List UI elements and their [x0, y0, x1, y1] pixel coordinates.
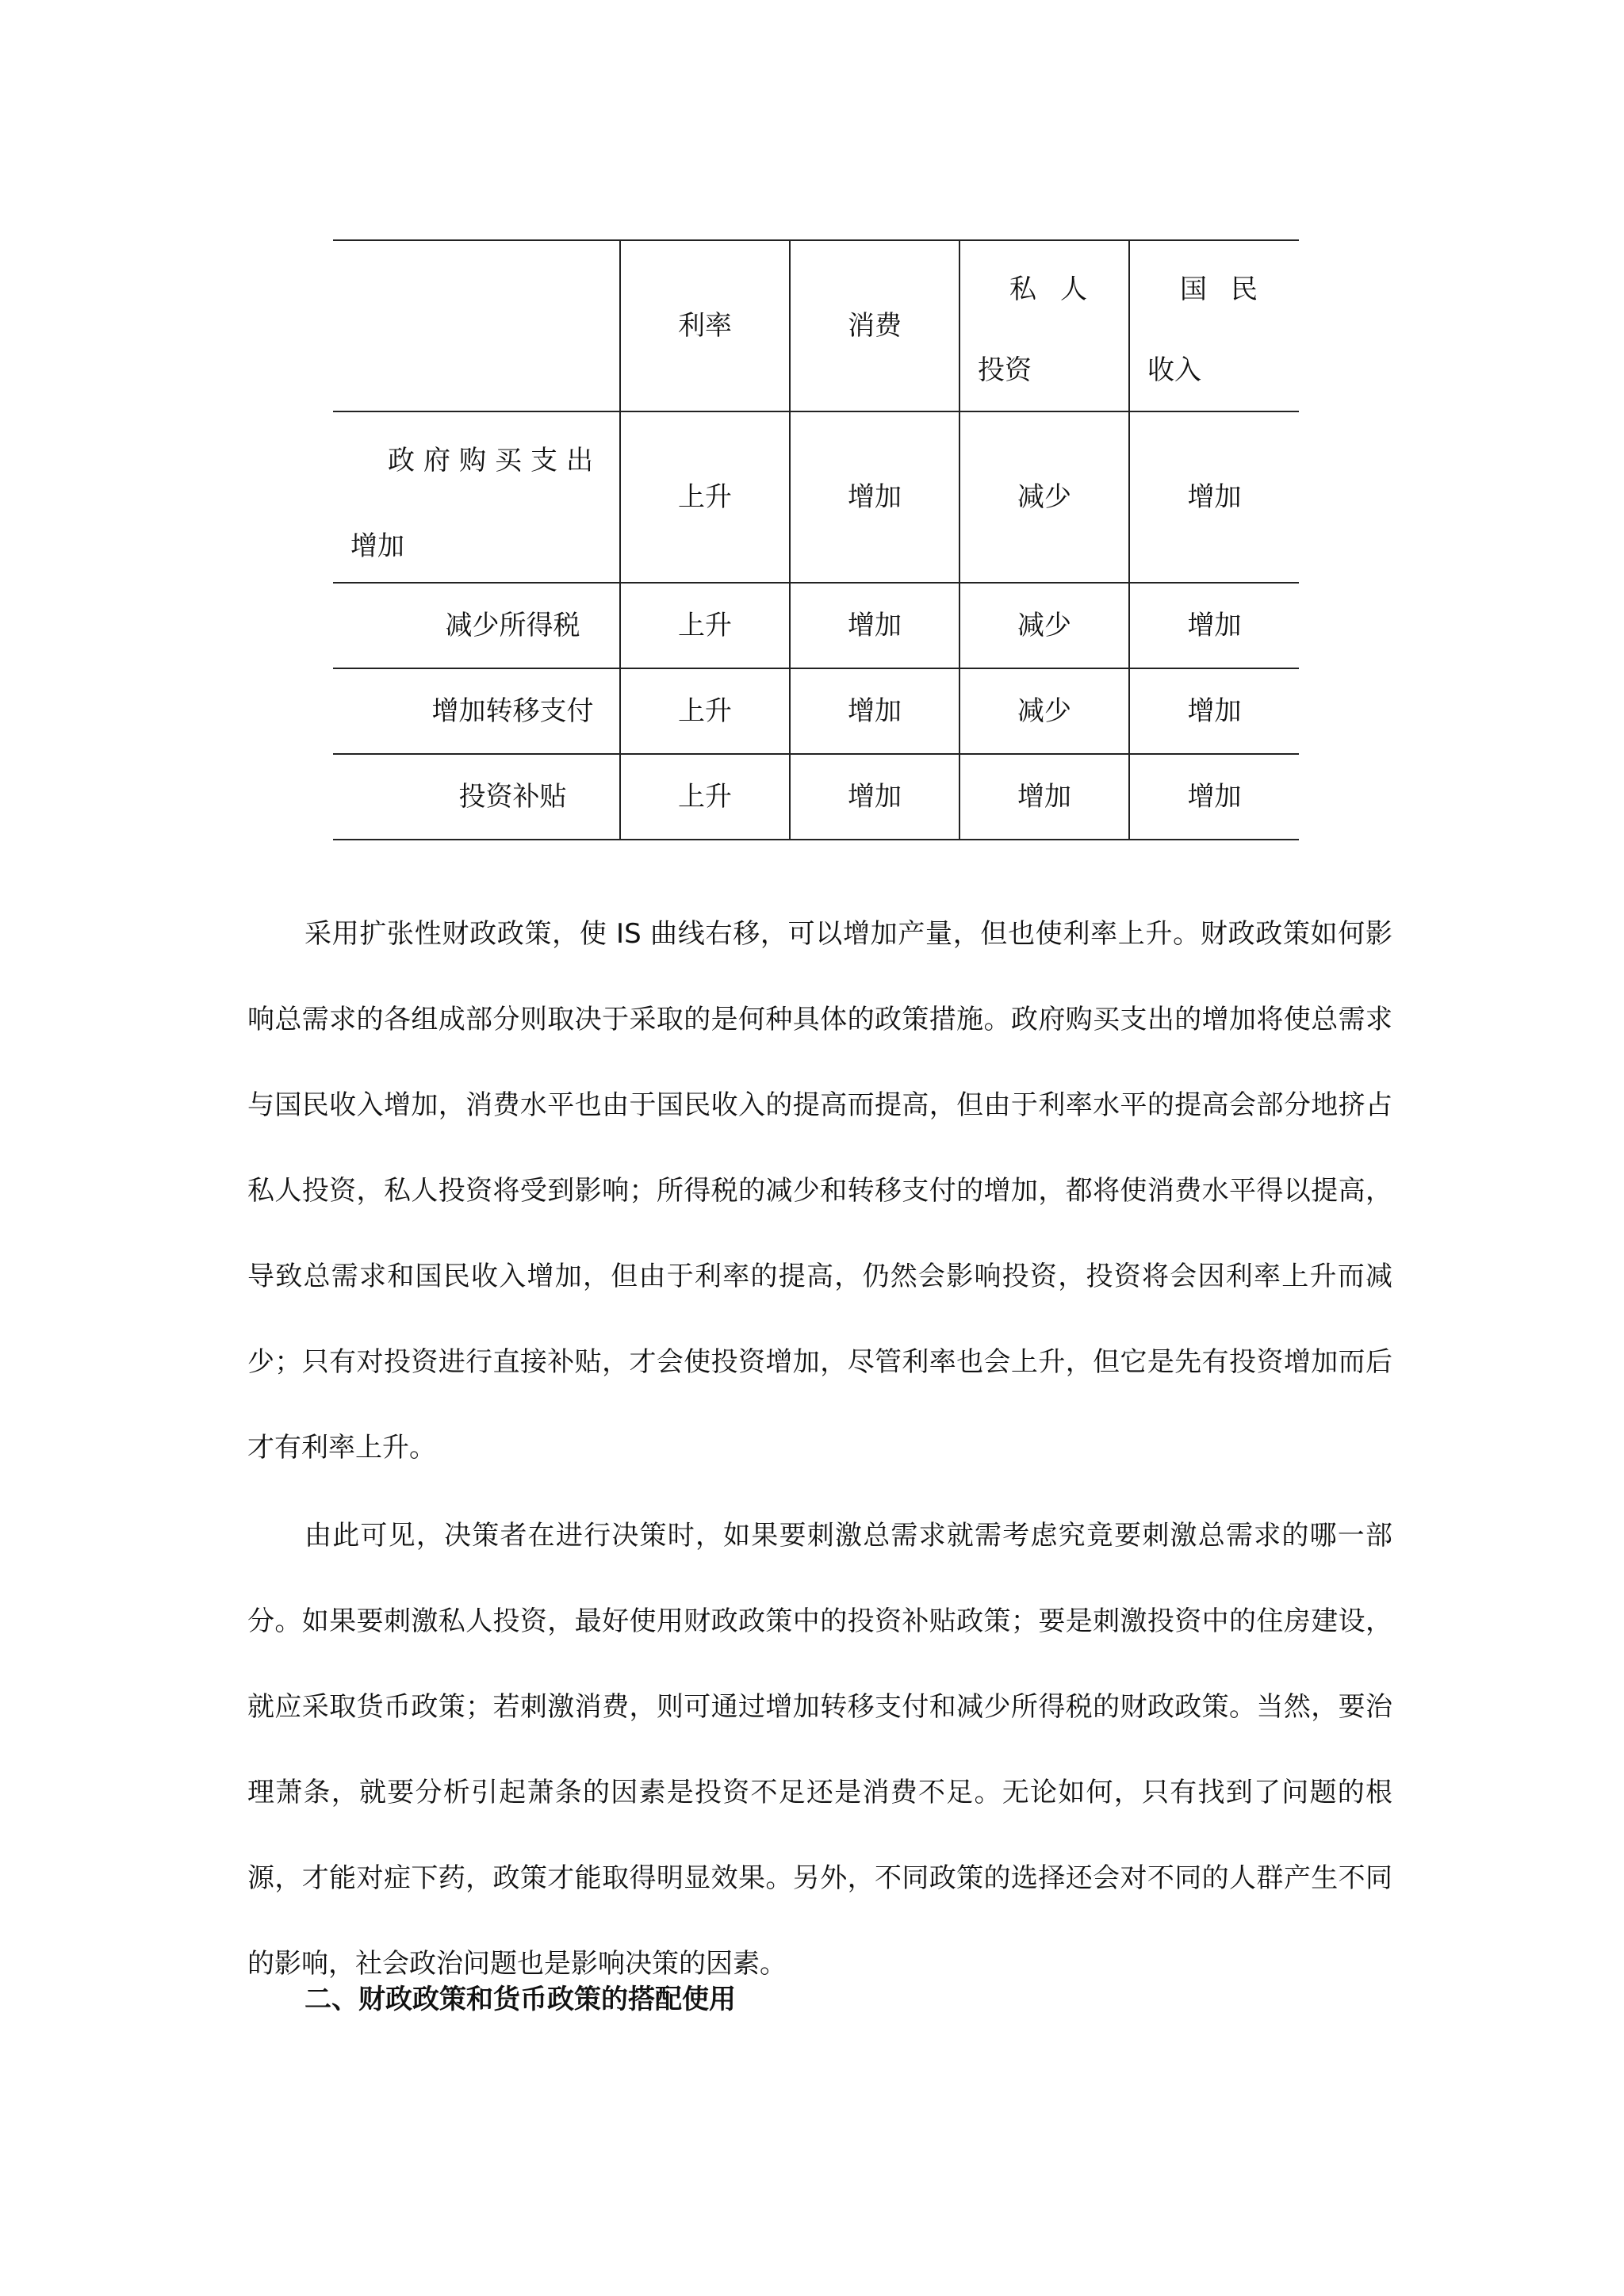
header-consumption: 消费 [790, 240, 959, 411]
cell-investment: 减少 [959, 668, 1129, 754]
cell-rate: 上升 [620, 754, 790, 840]
header-national-income-line1: 国民 [1180, 274, 1281, 305]
row-label-line2: 增加 [350, 530, 404, 562]
fiscal-policy-effects-table [333, 239, 1299, 840]
row-label-line1: 政府购买支出 [388, 445, 602, 476]
cell-investment: 减少 [959, 411, 1129, 583]
row-label [333, 411, 620, 583]
table-row [333, 411, 1299, 583]
cell-income: 增加 [1129, 754, 1299, 840]
row-label: 增加转移支付 [333, 668, 620, 754]
header-private-investment-line1: 私人 [1009, 274, 1111, 305]
body-paragraph: 采用扩张性财政政策，使 IS 曲线右移，可以增加产量，但也使利率上升。财政政策如何影响总需求的各组成部分则取决于采取的是何种具体的政策措施。政府购买支出的增加将使总需求与国民收入增加，消费水平也由于国民收入的提高而提高，但由于利率水平的提高会部分地挤占私人投资，私人投资将受到影响；所得税的减少和转移支付的增加，都将使消费水平得以提高，导致总需求和国民收入增加，但由于利率的提高，仍然会影响投资，投资将会因利率上升而减少；只有对投资进行直接补贴，才会使投资增加，尽管利率也会上升，但它是先有投资增加而后才有利率上升。 [247, 918, 1392, 1464]
cell-income: 增加 [1129, 668, 1299, 754]
cell-rate: 上升 [620, 668, 790, 754]
cell-rate: 上升 [620, 411, 790, 583]
header-blank-cell [333, 240, 620, 411]
cell-consumption: 增加 [790, 583, 959, 668]
cell-consumption: 增加 [790, 754, 959, 840]
header-private-investment [959, 240, 1129, 411]
cell-investment: 增加 [959, 754, 1129, 840]
body-paragraph: 由此可见，决策者在进行决策时，如果要刺激总需求就需考虑究竟要刺激总需求的哪一部分。如果要刺激私人投资，最好使用财政政策中的投资补贴政策；要是刺激投资中的住房建设，就应采取货币政策；若刺激消费，则可通过增加转移支付和减少所得税的财政政策。当然，要治理萧条，就要分析引起萧条的因素是投资不足还是消费不足。无论如何，只有找到了问题的根源，才能对症下药，政策才能取得明显效果。另外，不同政策的选择还会对不同的人群产生不同的影响，社会政治问题也是影响决策的因素。 [247, 1520, 1392, 1980]
cell-investment: 减少 [959, 583, 1129, 668]
table-row [333, 583, 1299, 668]
header-national-income-line2: 收入 [1147, 354, 1201, 386]
cell-income: 增加 [1129, 411, 1299, 583]
cell-consumption: 增加 [790, 411, 959, 583]
header-private-investment-line2: 投资 [978, 354, 1032, 386]
table-header-row [333, 240, 1299, 411]
cell-income: 增加 [1129, 583, 1299, 668]
row-label: 减少所得税 [333, 583, 620, 668]
table-row [333, 668, 1299, 754]
section-heading: 二、财政政策和货币政策的搭配使用 [304, 1984, 736, 2015]
header-national-income [1129, 240, 1299, 411]
row-label: 投资补贴 [333, 754, 620, 840]
table-row [333, 754, 1299, 840]
header-rate: 利率 [620, 240, 790, 411]
cell-rate: 上升 [620, 583, 790, 668]
cell-consumption: 增加 [790, 668, 959, 754]
